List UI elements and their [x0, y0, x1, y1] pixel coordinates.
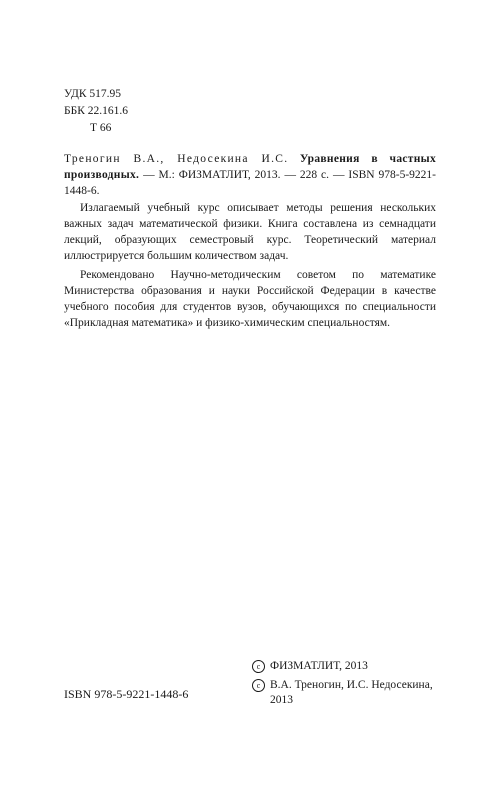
copyright-year: 2013 — [270, 694, 293, 706]
copyright-icon: c — [252, 679, 265, 692]
publisher-info: — М.: ФИЗМАТЛИТ, 2013. — 228 с. — — [143, 169, 345, 181]
bbk-code: ББК 22.161.6 — [64, 105, 129, 117]
copyright-text: В.А. Треногин, И.С. Недосекина, — [270, 679, 433, 691]
classification-block — [64, 86, 128, 137]
udk-code: УДК 517.95 — [64, 88, 121, 100]
book-title: Уравнения в частных производных. — [64, 153, 436, 181]
copyright-line-publisher — [252, 659, 433, 674]
copyright-text: ФИЗМАТЛИТ, 2013 — [270, 660, 368, 672]
copyright-block — [252, 659, 433, 708]
bibliographic-entry — [64, 151, 436, 199]
copyright-line-authors — [252, 678, 433, 693]
isbn-inline: ISBN 978-5-9221-1448-6. — [64, 169, 436, 197]
recommendation-paragraph: Рекомендовано Научно-методическим советом по математике Министерства образования и науки Российской Федерации в качестве учебного пособия для студентов вузов, обучающихся по специальности «Прикладная математика» и физико-химическим специальностям. — [64, 269, 436, 329]
copyright-icon: c — [252, 660, 265, 673]
author-mark: Т 66 — [90, 122, 112, 134]
authors: Треногин В.А., Недосекина И.С. — [64, 153, 289, 165]
isbn-bottom: ISBN 978-5-9221-1448-6 — [64, 687, 189, 701]
abstract-paragraph: Излагаемый учебный курс описывает методы решения нескольких важных задач математической физики. Книга составлена из семнадцати лекций, образующих семестровый курс. Теоретический материал иллюстрируется большим количеством задач. — [64, 202, 436, 262]
